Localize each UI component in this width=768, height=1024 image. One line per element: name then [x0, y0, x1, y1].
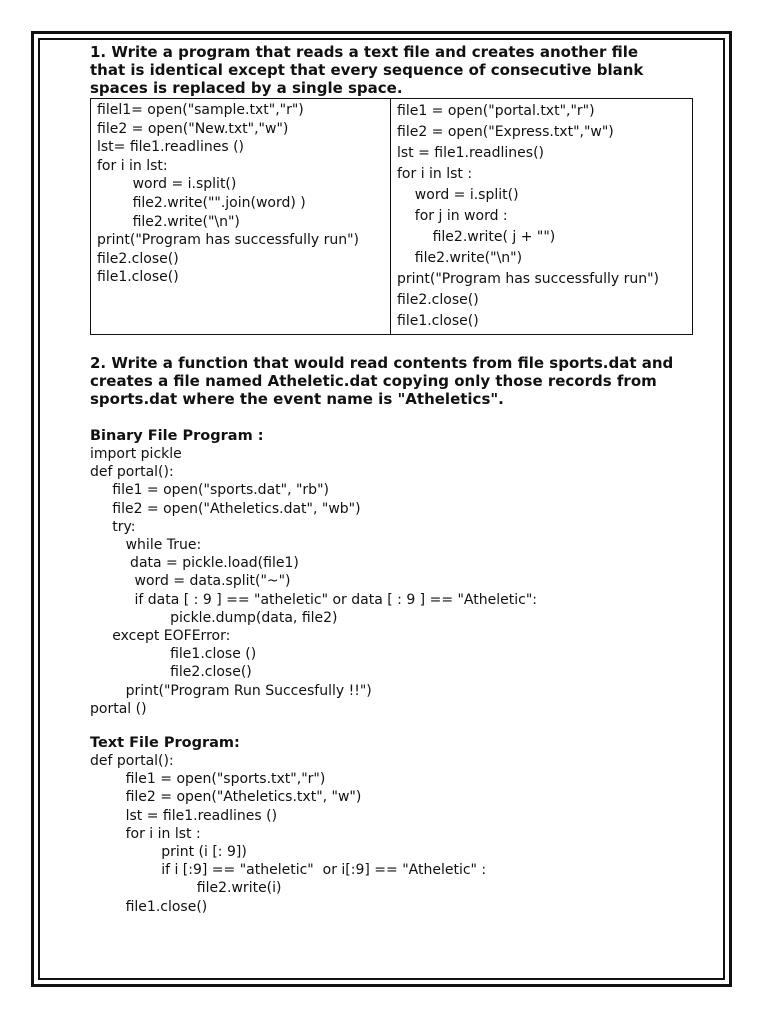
- code-line: portal (): [90, 700, 147, 717]
- code-line: lst = file1.readlines (): [90, 807, 278, 824]
- code-line: file1.close(): [90, 898, 208, 915]
- text-program-code: [90, 752, 700, 916]
- code-line: file1 = open("sports.txt","r"): [90, 771, 326, 788]
- code-cell-left: [91, 99, 391, 335]
- code-line: for j in word :: [397, 208, 508, 224]
- code-line: file2.close(): [90, 664, 252, 681]
- code-line: word = i.split(): [397, 187, 519, 203]
- code-line: import pickle: [90, 446, 182, 462]
- code-cell-right: [391, 99, 693, 335]
- code-line: if i [:9] == "atheletic" or i[:9] == "Atheletic" :: [90, 862, 487, 879]
- code-line: if data [ : 9 ] == "atheletic" or data [ : 9 ] == "Atheletic":: [90, 591, 537, 608]
- code-line: file2.write("".join(word) ): [97, 194, 306, 211]
- code-line: print (i [: 9]): [90, 844, 247, 861]
- code-line: word = data.split("~"): [90, 573, 291, 590]
- code-line: for i in lst:: [97, 157, 168, 174]
- code-line: file2 = open("Express.txt","w"): [397, 124, 614, 140]
- code-line: print("Program has successfully run"): [97, 232, 359, 249]
- question-1-text: 1. Write a program that reads a text file and creates another file that is identical except that every sequence of consecutive blank spaces is replaced by a single space.: [90, 43, 644, 97]
- code-line: file1 = open("portal.txt","r"): [397, 103, 595, 119]
- code-line: file1 = open("sports.dat", "rb"): [90, 482, 329, 499]
- code-line: file2.write(i): [90, 880, 282, 897]
- code-line: lst= file1.readlines (): [97, 139, 244, 156]
- question-2-text: 2. Write a function that would read contents from file sports.dat and creates a file named Atheletic.dat copying only those records from sports.dat where the event name is "Atheletics".: [90, 354, 674, 408]
- code-line: while True:: [90, 537, 202, 554]
- code-line: lst = file1.readlines(): [397, 145, 544, 161]
- code-line: data = pickle.load(file1): [90, 555, 299, 572]
- binary-program-heading: Binary File Program :: [90, 428, 264, 444]
- document-content: [90, 43, 700, 916]
- code-line: filel1= open("sample.txt","r"): [97, 102, 304, 118]
- code-line: file2.close(): [97, 250, 179, 267]
- binary-program-code: [90, 445, 700, 718]
- text-program-heading: Text File Program:: [90, 735, 240, 752]
- code-line: file2 = open("New.txt","w"): [97, 120, 289, 137]
- code-line: file2.close(): [397, 292, 479, 308]
- code-line: try:: [90, 518, 136, 535]
- code-line: print("Program has successfully run"): [397, 271, 659, 287]
- code-line: def portal():: [90, 464, 174, 481]
- code-line: except EOFError:: [90, 628, 231, 645]
- code-line: file2 = open("Atheletics.txt", "w"): [90, 789, 362, 806]
- code-line: for i in lst :: [397, 166, 473, 182]
- code-line: file1.close(): [397, 313, 479, 329]
- code-line: print("Program Run Succesfully !!"): [90, 682, 372, 699]
- code-line: file2.write( j + ""): [397, 229, 556, 245]
- code-line: word = i.split(): [97, 176, 237, 193]
- code-line: for i in lst :: [90, 825, 201, 842]
- code-line: file1.close (): [90, 646, 257, 663]
- question-1-code-table: [90, 98, 693, 335]
- code-line: file1.close(): [97, 269, 179, 286]
- code-line: def portal():: [90, 753, 174, 770]
- code-line: file2 = open("Atheletics.dat", "wb"): [90, 500, 361, 517]
- code-line: file2.write("\n"): [397, 250, 523, 266]
- code-line: file2.write("\n"): [97, 213, 240, 230]
- code-line: pickle.dump(data, file2): [90, 609, 338, 626]
